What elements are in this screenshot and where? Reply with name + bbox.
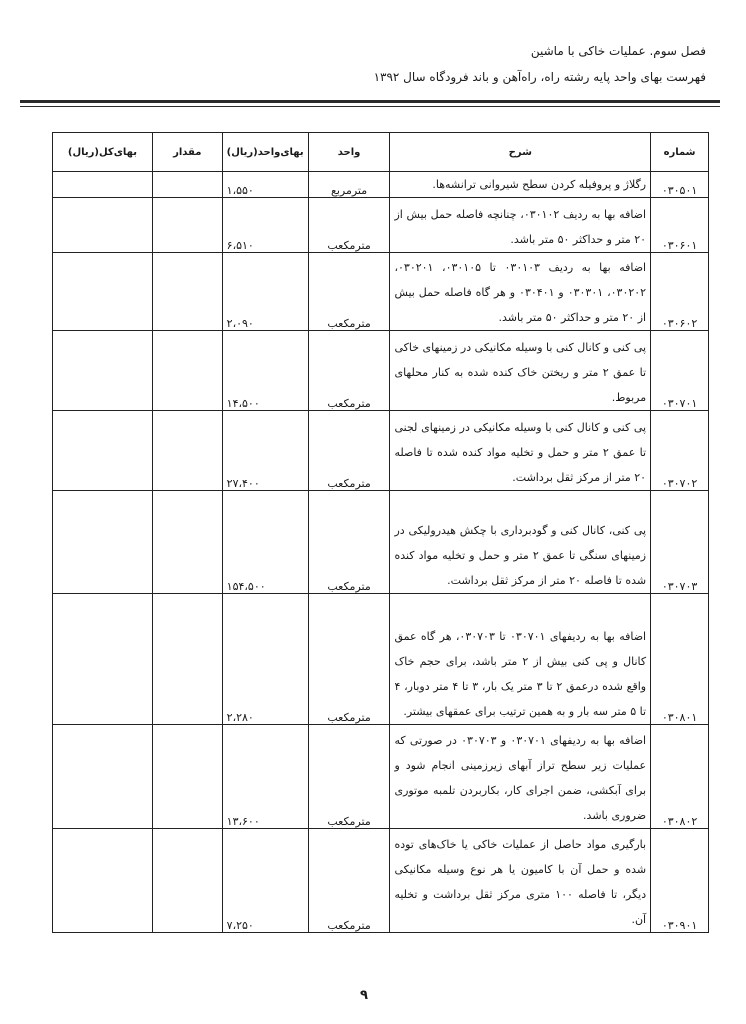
row-total [53,331,153,411]
row-unit-price: ۲،۲۸۰ [222,594,308,725]
row-unit-price: ۱،۵۵۰ [222,172,308,198]
row-quantity [152,491,222,594]
row-unit: مترمکعب [308,594,390,725]
table-row [53,198,709,253]
row-unit-price: ۲،۰۹۰ [222,253,308,331]
row-unit: مترمکعب [308,198,390,253]
row-code: ۰۳۰۷۰۳ [651,491,709,594]
col-header-unit: واحد [308,133,390,172]
row-description: پی کنی و کانال کنی با وسیله مکانیکی در زمینهای خاکی تا عمق ۲ متر و ریختن خاک کنده شده به کنار محلهای مربوط. [390,331,651,411]
table-row [53,829,709,933]
row-code: ۰۳۰۸۰۱ [651,594,709,725]
row-total [53,725,153,829]
row-unit: مترمکعب [308,331,390,411]
row-unit: مترمربع [308,172,390,198]
header-rule-thin [20,106,720,107]
row-code: ۰۳۰۹۰۱ [651,829,709,933]
row-total [53,411,153,491]
row-unit-price: ۱۳،۶۰۰ [222,725,308,829]
row-total [53,594,153,725]
row-unit-price: ۷،۲۵۰ [222,829,308,933]
row-code: ۰۳۰۷۰۱ [651,331,709,411]
row-unit-price: ۱۵۴،۵۰۰ [222,491,308,594]
col-header-quantity: مقدار [152,133,222,172]
price-list-table [52,132,709,933]
row-description: پی کنی و کانال کنی با وسیله مکانیکی در زمینهای لجنی تا عمق ۲ متر و حمل و تخلیه مواد کنده شده تا فاصله ۲۰ متر از مرکز ثقل برداشت. [390,411,651,491]
document-subtitle: فهرست بهای واحد پایه رشته راه، راه‌آهن و باند فرودگاه سال ۱۳۹۲ [373,70,706,84]
row-unit: مترمکعب [308,725,390,829]
row-total [53,172,153,198]
row-unit-price: ۱۴،۵۰۰ [222,331,308,411]
row-description: اضافه بها به ردیفهای ۰۳۰۷۰۱ و ۰۳۰۷۰۳ در صورتی که عملیات زیر سطح تراز آبهای زیرزمینی انجام شود و برای آبکشی، ضمن اجرای کار، بکاربردن تلمبه موتوری ضروری باشد. [390,725,651,829]
chapter-title: فصل سوم. عملیات خاکی با ماشین [530,44,706,58]
row-code: ۰۳۰۶۰۲ [651,253,709,331]
table-row [53,594,709,725]
row-total [53,829,153,933]
row-code: ۰۳۰۷۰۲ [651,411,709,491]
col-header-description: شرح [390,133,651,172]
table-row [53,491,709,594]
row-description: اضافه بها به ردیف ۰۳۰۱۰۳ تا ۰۳۰۱۰۵، ۰۳۰۲۰۱، ۰۳۰۲۰۲، ۰۳۰۳۰۱ و ۰۳۰۴۰۱ و هر گاه فاصله حمل بیش از ۲۰ متر و حداکثر ۵۰ متر باشد. [390,253,651,331]
table-row [53,725,709,829]
table-row [53,411,709,491]
row-description: پی کنی، کانال کنی و گودبرداری با چکش هیدرولیکی در زمینهای سنگی تا عمق ۲ متر و حمل و تخلیه مواد کنده شده تا فاصله ۲۰ متر از مرکز ثقل برداشت. [390,491,651,594]
row-quantity [152,725,222,829]
row-quantity [152,198,222,253]
col-header-total-price: بهای‌کل(ریال) [53,133,153,172]
col-header-code: شماره [651,133,709,172]
page-header [46,38,706,90]
row-unit: مترمکعب [308,829,390,933]
row-quantity [152,829,222,933]
table-header-row [53,133,709,172]
row-total [53,253,153,331]
row-quantity [152,253,222,331]
row-description: بارگیری مواد حاصل از عملیات خاکی یا خاک‌های توده شده و حمل آن با کامیون یا هر نوع وسیله مکانیکی دیگر، تا فاصله ۱۰۰ متری مرکز ثقل برداشت و تخلیه آن. [390,829,651,933]
row-total [53,198,153,253]
page-number: ۹ [360,988,368,1003]
row-unit: مترمکعب [308,491,390,594]
row-unit-price: ۶،۵۱۰ [222,198,308,253]
table-row [53,253,709,331]
row-description: رگلاژ و پروفیله کردن سطح شیروانی ترانشه‌ها. [390,172,651,198]
row-quantity [152,172,222,198]
row-unit: مترمکعب [308,253,390,331]
header-rule-thick [20,100,720,103]
row-quantity [152,594,222,725]
table-row [53,331,709,411]
row-code: ۰۳۰۶۰۱ [651,198,709,253]
table-row [53,172,709,198]
row-description: اضافه بها به ردیف ۰۳۰۱۰۲، چنانچه فاصله حمل بیش از ۲۰ متر و حداکثر ۵۰ متر باشد. [390,198,651,253]
row-quantity [152,331,222,411]
col-header-unit-price: بهای‌واحد(ریال) [222,133,308,172]
row-code: ۰۳۰۸۰۲ [651,725,709,829]
row-unit: مترمکعب [308,411,390,491]
row-unit-price: ۲۷،۴۰۰ [222,411,308,491]
row-total [53,491,153,594]
row-description: اضافه بها به ردیفهای ۰۳۰۷۰۱ تا ۰۳۰۷۰۳، هر گاه عمق کانال و پی کنی بیش از ۲ متر باشد، برای حجم خاک واقع شده درعمق ۲ تا ۳ متر یک بار، ۳ تا ۴ متر دوبار، ۴ تا ۵ متر سه بار و به همین ترتیب برای عمقهای بیشتر. [390,594,651,725]
row-code: ۰۳۰۵۰۱ [651,172,709,198]
row-quantity [152,411,222,491]
